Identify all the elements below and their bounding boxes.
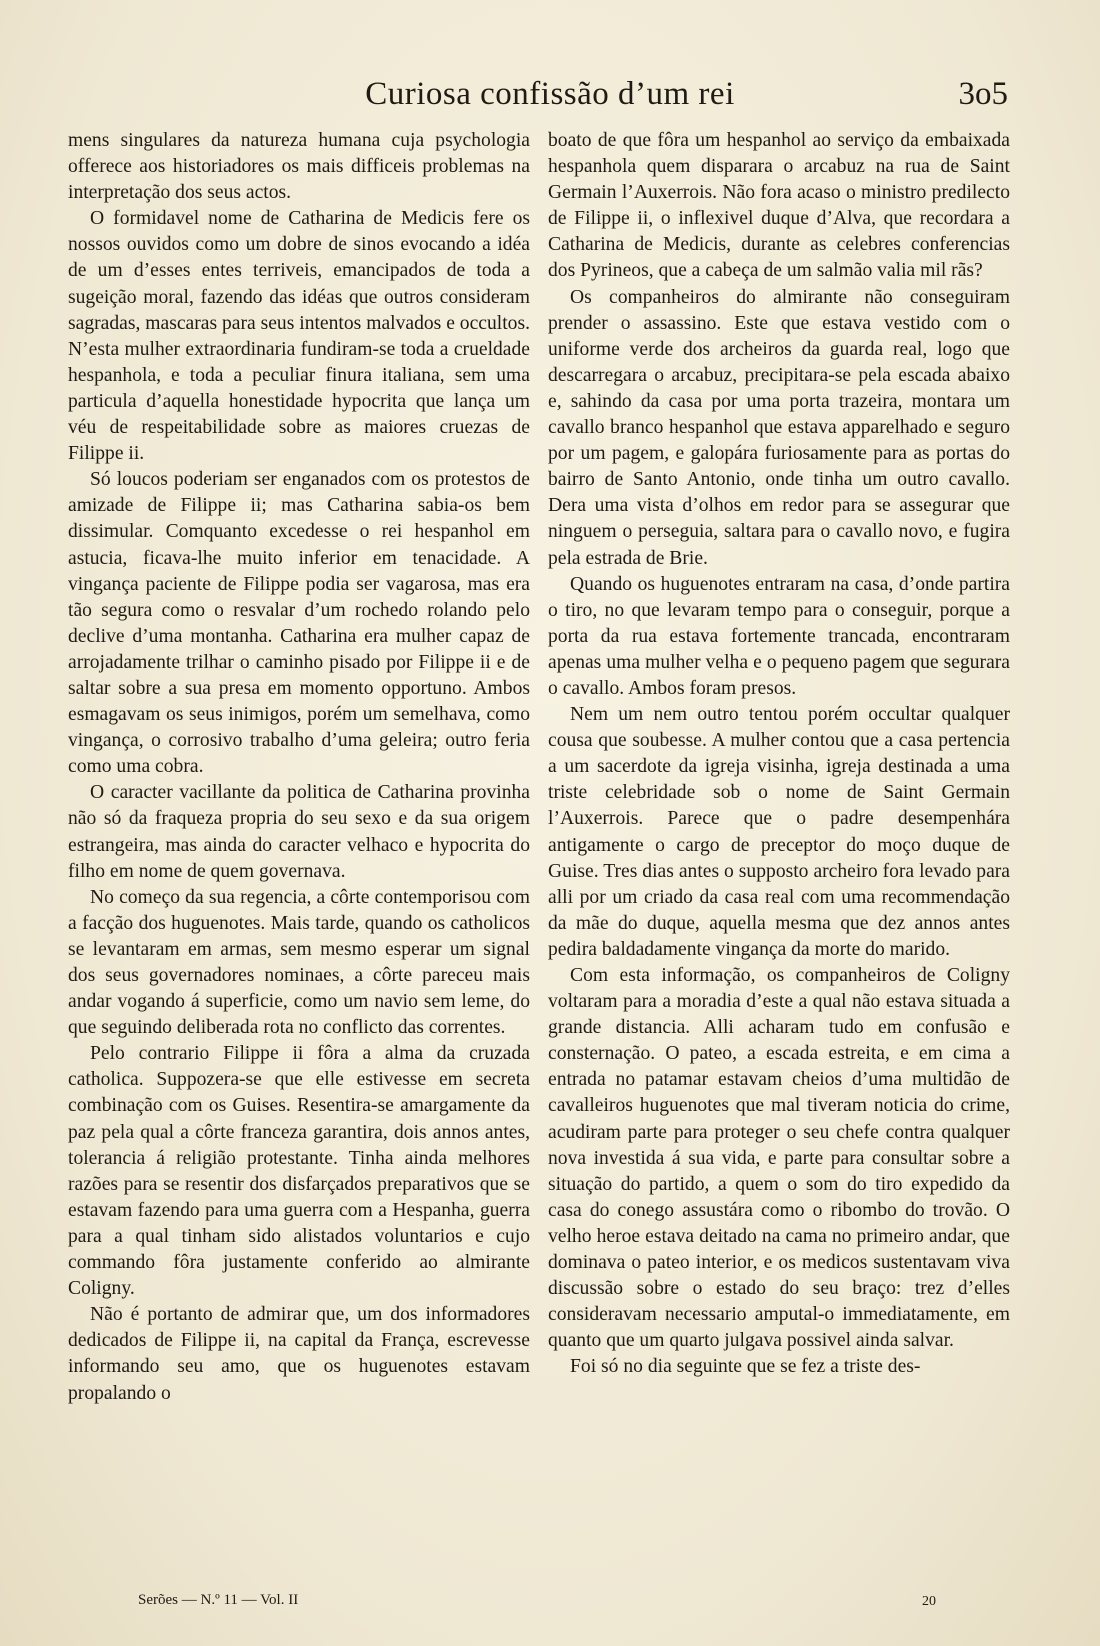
page-number: 3o5 (958, 76, 1008, 112)
paragraph: O formidavel nome de Catharina de Medicis fere os nossos ouvidos como um dobre de sinos evocando a idéa de um d’esses entes terriveis, emancipados de toda a sugeição moral, fazendo das idéas que outros consideram sagradas, mascaras para seus intentos malvados e occultos. N’esta mulher extraordinaria fundiram-se toda a crueldade hespanhola, e toda a peculiar finura italiana, sem uma particula d’aquella honestidade hypocrita que lança um véu de respeitabilidade sobre as maiores cruezas de Filippe ii. (68, 208, 530, 465)
footer-signature: Serões — N.º 11 — Vol. II (138, 1592, 299, 1608)
paragraph: Os companheiros do almirante não conseguiram prender o assassino. Este que estava vestido com o uniforme verde dos archeiros da guarda real, logo que descarregara o arcabuz, precipitara-se pela escada abaixo e, sahindo da casa por uma porta trazeira, montara um cavallo branco hespanhol que estava apparelhado e seguro por um pagem, e galopára furiosamente para as portas do bairro de Santo Antonio, onde tinha um outro cavallo. Dera uma vista d’olhos em redor para se assegurar que ninguem o perseguia, saltara para o cavallo novo, e fugira pela estrada de Brie. (548, 286, 1010, 569)
paragraph: Pelo contrario Filippe ii fôra a alma da cruzada catholica. Suppozera-se que elle estivesse em secreta combinação com os Guises. Resentira-se amargamente da paz pela qual a côrte franceza garantira, dois annos antes, tolerancia á religião protestante. Tinha ainda melhores razões para se resentir dos disfarçados preparativos que se estavam fazendo para uma guerra com a Hespanha, guerra para a qual tinham sido alistados voluntarios e cujo commando fôra justamente conferido ao almirante Coligny. (68, 1043, 530, 1300)
paragraph: O caracter vacillante da politica de Catharina provinha não só da fraqueza propria do seu sexo e da sua origem estrangeira, mas ainda do caracter velhaco e hypocrita do filho em nome de quem governava. (68, 782, 530, 882)
paragraph: boato de que fôra um hespanhol ao serviço da embaixada hespanhola quem disparara o arcabuz na rua de Saint Germain l’Auxerrois. Não fora acaso o ministro predilecto de Filippe ii, o inflexivel duque d’Alva, que recordara a Catharina de Medicis, durante as celebres conferencias dos Pyrineos, que a cabeça de um salmão valia mil rãs? (548, 130, 1010, 282)
paragraph: Com esta informação, os companheiros de Coligny voltaram para a moradia d’este a qual não estava situada a grande distancia. Alli acharam tudo em confusão e consternação. O pateo, a escada estreita, e em cima a entrada no patamar estavam cheios d’uma multidão de cavalleiros huguenotes que mal tiveram noticia do crime, acudiram parte para proteger o seu chefe contra qualquer nova investida á sua vida, e parte para consultar sobre a situação do partido, a quem o som do tiro expedido da casa do conego assustára como o ribombo do trovão. O velho heroe estava deitado na cama no primeiro andar, que dominava o pateo interior, e os medicos sustentavam viva discussão sobre o estado do seu braço: trez d’elles consideravam necessario amputal-o immediatamente, em quanto que um quarto julgava possivel ainda salvar. (548, 965, 1010, 1352)
footer-sheet-number: 20 (922, 1594, 936, 1609)
left-column (68, 128, 530, 1407)
paragraph: mens singulares da natureza humana cuja psychologia offerece aos historiadores os mais difficeis problemas na interpretação dos seus actos. (68, 130, 530, 204)
right-column (548, 128, 1010, 1381)
running-title: Curiosa confissão d’um rei (365, 76, 735, 112)
paragraph: Nem um nem outro tentou porém occultar qualquer cousa que soubesse. A mulher contou que a casa pertencia a um sacerdote da igreja visinha, igreja destinada a uma triste celebridade sob o nome de Saint Germain l’Auxerrois. Parece que o padre desempenhára antigamente o cargo de preceptor do moço duque de Guise. Tres dias antes o supposto archeiro fora levado para alli por um criado da casa real com uma recommendação da mãe do duque, aquella mesma que dez annos antes pedira baldadamente vingança da morte do marido. (548, 704, 1010, 960)
paragraph: Quando os huguenotes entraram na casa, d’onde partira o tiro, no que levaram tempo para o conseguir, porque a porta da rua estava fortemente trancada, encontraram apenas uma mulher velha e o pequeno pagem que segurara o cavallo. Ambos foram presos. (548, 573, 1010, 699)
paragraph: No começo da sua regencia, a côrte contemporisou com a facção dos huguenotes. Mais tarde, quando os catholicos se levantaram em armas, sem mesmo esperar um signal dos seus governadores nominaes, a côrte pareceu mais andar vogando á superficie, como um navio sem leme, do que seguindo deliberada rota no conflicto das correntes. (68, 886, 530, 1039)
paragraph: Só loucos poderiam ser enganados com os protestos de amizade de Filippe ii; mas Catharina sabia-os bem dissimular. Comquanto excedesse o rei hespanhol em astucia, ficava-lhe muito inferior em tenacidade. A vingança paciente de Filippe podia ser vagarosa, mas era tão segura como o resvalar d’um rochedo rolando pelo declive d’uma montanha. Catharina era mulher capaz de arrojadamente trilhar o caminho pisado por Filippe ii e de saltar sobre a sua presa em momento opportuno. Ambos esmagavam os seus inimigos, porém um semelhava, como vingança, o corrosivo trabalho d’uma geleira; outro feria como uma cobra. (68, 469, 530, 778)
paragraph: Não é portanto de admirar que, um dos informadores dedicados de Filippe ii, na capital da França, escrevesse informando seu amo, que os huguenotes estavam propalando o (68, 1304, 530, 1404)
paragraph: Foi só no dia seguinte que se fez a triste des- (570, 1356, 921, 1378)
